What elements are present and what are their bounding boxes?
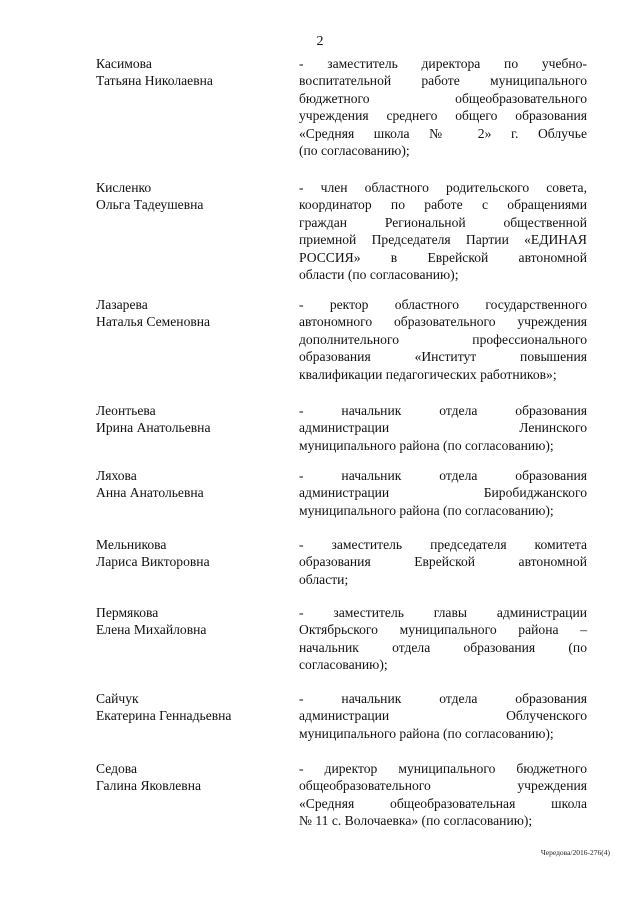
member-given-name: Елена Михайловна [96, 622, 207, 638]
position-line: (по согласованию); [299, 143, 410, 159]
position-line: области; [299, 571, 349, 587]
member-name [96, 55, 299, 159]
position-line: администрации Облученского [299, 708, 587, 724]
position-line: - заместитель главы администрации [299, 605, 587, 620]
position-line: образования «Институт повышения [299, 349, 587, 365]
member-position [299, 536, 587, 588]
position-line: общеобразовательного учреждения [299, 778, 587, 794]
member-position [299, 467, 587, 519]
position-line: автономного образовательного учреждения [299, 314, 587, 330]
position-line: - член областного родительского совета, [299, 180, 587, 195]
member-given-name: Галина Яковлевна [96, 778, 201, 794]
position-line: РОССИЯ» в Еврейской автономной [299, 249, 587, 265]
member-surname: Сайчук [96, 691, 139, 706]
position-line: - начальник отдела образования [299, 691, 587, 706]
position-line: администрации Биробиджанского [299, 485, 587, 501]
page-number: 2 [316, 34, 324, 49]
member-name [96, 467, 299, 519]
member-surname: Ляхова [96, 468, 137, 483]
position-line: квалификации педагогических работников»; [299, 366, 557, 382]
position-line: - ректор областного государственного [299, 297, 587, 312]
member-given-name: Лариса Викторовна [96, 554, 210, 570]
position-line: - директор муниципального бюджетного [299, 761, 587, 776]
member-surname: Лазарева [96, 297, 148, 312]
member-position [299, 690, 587, 742]
member-position [299, 55, 587, 159]
member-given-name: Татьяна Николаевна [96, 73, 213, 89]
position-line: воспитательной работе муниципального [299, 73, 587, 89]
position-line: Октябрьского муниципального района – [299, 622, 587, 638]
member-entry [96, 536, 588, 588]
member-entry [96, 296, 588, 383]
member-surname: Леонтьева [96, 403, 156, 418]
member-entry [96, 179, 588, 283]
member-given-name: Екатерина Геннадьевна [96, 708, 232, 724]
position-line: - заместитель директора по учебно- [299, 56, 587, 71]
member-position [299, 760, 587, 830]
position-line: № 11 с. Волочаевка» (по согласованию); [299, 813, 533, 829]
member-entry [96, 402, 588, 454]
position-line: учреждения среднего общего образования [299, 108, 587, 124]
position-line: координатор по работе с обращениями [299, 197, 587, 213]
member-surname: Пермякова [96, 605, 159, 620]
position-line: начальник отдела образования (по [299, 639, 587, 655]
document-code: Чередова/2016-276(4) [540, 848, 610, 857]
position-line: дополнительного профессионального [299, 331, 587, 347]
member-entry [96, 604, 588, 674]
member-surname: Кисленко [96, 180, 152, 195]
position-line: муниципального района (по согласованию); [299, 502, 554, 518]
position-line: муниципального района (по согласованию); [299, 437, 554, 453]
position-line: граждан Региональной общественной [299, 214, 587, 230]
position-line: образования Еврейской автономной [299, 554, 587, 570]
position-line: области (по согласованию); [299, 267, 459, 283]
position-line: - начальник отдела образования [299, 403, 587, 418]
member-position [299, 296, 587, 383]
member-position [299, 179, 587, 283]
position-line: приемной Председателя Партии «ЕДИНАЯ [299, 232, 587, 248]
member-entry [96, 690, 588, 742]
position-line: бюджетного общеобразовательного [299, 90, 587, 106]
member-surname: Мельникова [96, 537, 167, 552]
member-name [96, 760, 299, 830]
member-entry [96, 760, 588, 830]
member-name [96, 690, 299, 742]
member-entry [96, 467, 588, 519]
member-given-name: Ольга Тадеушевна [96, 197, 204, 213]
member-surname: Седова [96, 761, 138, 776]
position-line: «Средняя школа № 2» г. Облучье [299, 125, 587, 141]
member-given-name: Анна Анатольевна [96, 485, 204, 501]
position-line: «Средняя общеобразовательная школа [299, 795, 587, 811]
member-name [96, 402, 299, 454]
position-line: администрации Ленинского [299, 420, 587, 436]
member-given-name: Ирина Анатольевна [96, 420, 211, 436]
position-line: муниципального района (по согласованию); [299, 725, 554, 741]
member-name [96, 604, 299, 674]
member-surname: Касимова [96, 56, 152, 71]
position-line: - начальник отдела образования [299, 468, 587, 483]
position-line: - заместитель председателя комитета [299, 537, 587, 552]
member-name [96, 536, 299, 588]
member-given-name: Наталья Семеновна [96, 314, 211, 330]
position-line: согласованию); [299, 657, 388, 673]
member-position [299, 402, 587, 454]
member-name [96, 179, 299, 283]
member-entry [96, 55, 588, 159]
member-position [299, 604, 587, 674]
member-name [96, 296, 299, 383]
